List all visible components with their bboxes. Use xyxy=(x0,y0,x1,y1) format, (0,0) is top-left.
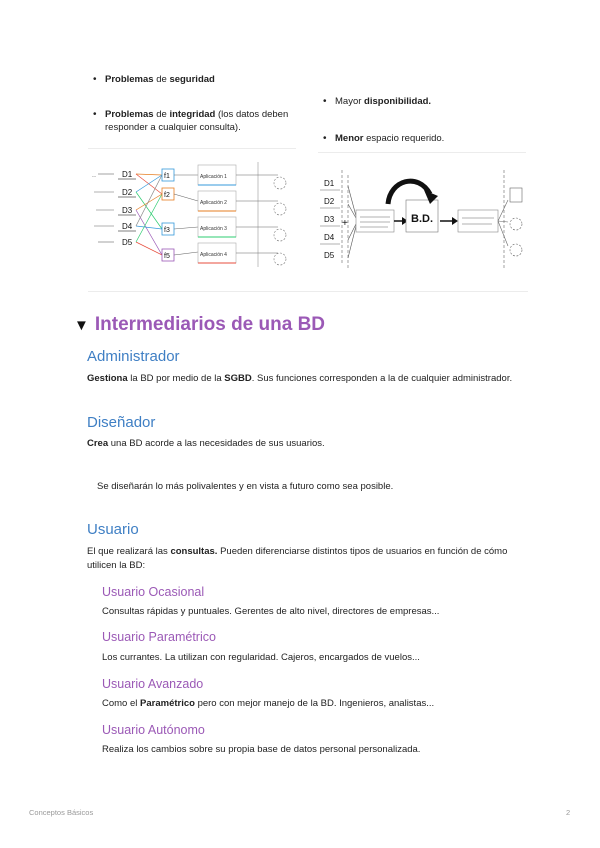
footer-title: Conceptos Básicos xyxy=(29,808,94,817)
parametrico-text: Los currantes. La utilizan con regularidad. Cajeros, encargados de vuelos... xyxy=(102,652,420,663)
app-label: Aplicación 2 xyxy=(200,200,227,206)
d-label: D4 xyxy=(324,233,335,242)
heading-usuario-ocasional: Usuario Ocasional xyxy=(102,585,205,599)
avanzado-text: Como el Paramétrico pero con mejor manejo de la BD. Ingenieros, analistas... xyxy=(102,698,435,709)
app-label: Aplicación 4 xyxy=(200,252,227,258)
database-system-diagram xyxy=(318,160,528,270)
disenador-note: Se diseñarán lo más polivalentes y en vista a futuro como sea posible. xyxy=(97,481,394,492)
divider-right xyxy=(318,152,526,153)
app-label: Aplicación 1 xyxy=(200,174,227,180)
heading-administrador: Administrador xyxy=(87,348,180,365)
d-label: D5 xyxy=(122,238,133,247)
disenador-text: Crea una BD acorde a las necesidades de sus usuarios. xyxy=(87,438,325,449)
collapse-triangle-icon[interactable]: ▼ xyxy=(74,316,89,334)
divider-left xyxy=(88,148,296,149)
f-label: f2 xyxy=(164,192,170,199)
usuario-text: El que realizará las consultas. Pueden diferenciarse distintos tipos de usuarios en función de cómo utilicen la BD: xyxy=(87,546,508,571)
bullet-espacio: • Menor espacio requerido. xyxy=(321,132,521,145)
bd-label: B.D. xyxy=(411,213,433,225)
admin-text: Gestiona la BD por medio de la SGBD. Sus funciones corresponden a la de cualquier administrador. xyxy=(87,373,513,384)
section-divider xyxy=(88,291,528,292)
autonomo-text: Realiza los cambios sobre su propia base de datos personal personalizada. xyxy=(102,744,421,755)
heading-disenador: Diseñador xyxy=(87,414,156,431)
bullet-integridad: • Problemas de integridad (los datos deben responder a cualquier consulta). xyxy=(91,108,290,134)
page-number: 2 xyxy=(566,808,571,817)
svg-text:+: + xyxy=(342,218,348,229)
app-label: Aplicación 3 xyxy=(200,226,227,232)
heading-usuario-avanzado: Usuario Avanzado xyxy=(102,677,204,691)
f-label: f5 xyxy=(164,253,170,260)
d-label: D3 xyxy=(122,206,133,215)
d-label: D1 xyxy=(324,179,335,188)
heading-usuario-parametrico: Usuario Paramétrico xyxy=(102,630,216,644)
left-bullet-list xyxy=(91,73,291,134)
user-label: --- xyxy=(92,173,96,178)
bullet-disponibilidad: • Mayor disponibilidad. xyxy=(321,95,521,108)
f-label: f1 xyxy=(164,173,170,180)
heading-usuario: Usuario xyxy=(87,521,139,538)
bullet-seguridad: • Problemas de seguridad xyxy=(91,73,291,86)
file-system-diagram xyxy=(88,157,298,272)
d-label: D2 xyxy=(324,197,335,206)
f-label: f3 xyxy=(164,227,170,234)
d-label: D5 xyxy=(324,251,335,260)
d-label: D2 xyxy=(122,188,133,197)
heading-usuario-autonomo: Usuario Autónomo xyxy=(102,723,205,737)
right-bullet-list xyxy=(321,95,521,145)
d-label: D3 xyxy=(324,215,335,224)
section-title: Intermediarios de una BD xyxy=(94,314,326,335)
section-heading[interactable] xyxy=(74,314,325,336)
ocasional-text: Consultas rápidas y puntuales. Gerentes de alto nivel, directores de empresas... xyxy=(102,606,440,617)
d-label: D1 xyxy=(122,170,133,179)
d-label: D4 xyxy=(122,222,133,231)
